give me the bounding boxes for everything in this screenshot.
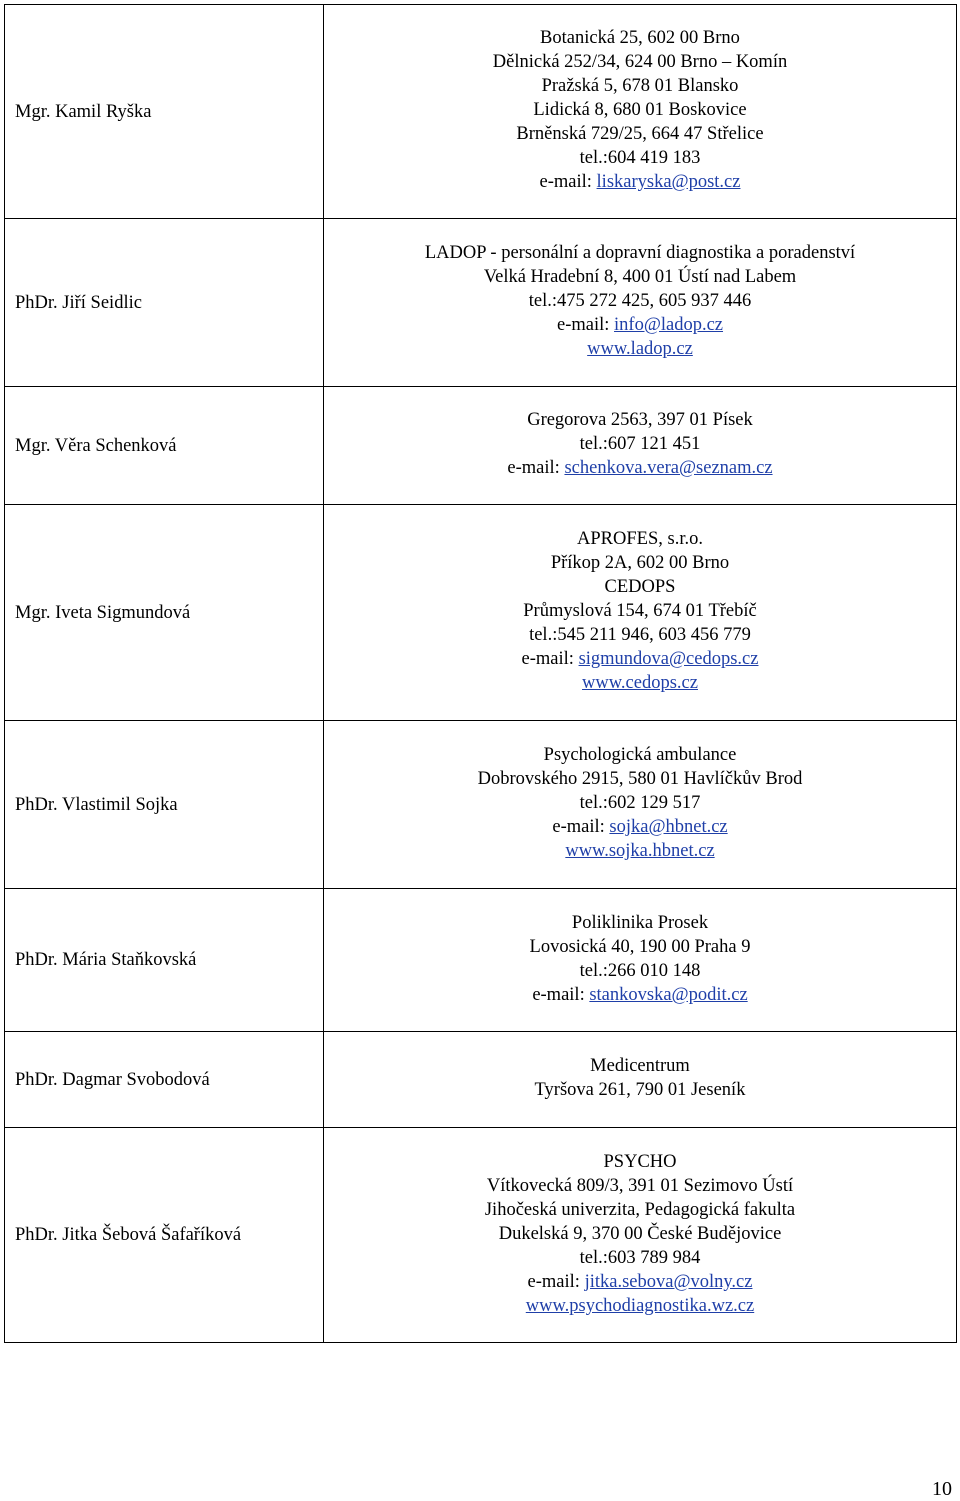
contact-details [324,1032,957,1128]
detail-line: Průmyslová 154, 674 01 Třebíč [523,601,757,621]
contact-row [5,1032,957,1128]
website-link[interactable]: www.psychodiagnostika.wz.cz [525,1296,755,1316]
contact-details [324,721,957,889]
contact-details [324,889,957,1032]
detail-line: Poliklinika Prosek [571,913,709,933]
detail-line: Lovosická 40, 190 00 Praha 9 [529,937,751,957]
email-prefix: e-mail: [532,985,590,1005]
page-number: 10 [932,1478,952,1500]
contact-details [324,387,957,505]
detail-line: Pražská 5, 678 01 Blansko [541,76,739,96]
contact-name: Mgr. Iveta Sigmundová [5,505,324,721]
contact-details [324,1128,957,1343]
email-line [324,170,956,194]
email-link[interactable]: sojka@hbnet.cz [609,817,728,837]
email-line [324,1270,956,1294]
detail-line: tel.:604 419 183 [579,148,701,168]
detail-line: PSYCHO [603,1152,677,1172]
website-line [324,337,956,361]
detail-line: Tyršova 261, 790 01 Jeseník [534,1080,746,1100]
contact-row [5,889,957,1032]
detail-line: Jihočeská univerzita, Pedagogická fakulta [484,1200,796,1220]
email-line [324,313,956,337]
detail-line: tel.:602 129 517 [579,793,701,813]
website-link[interactable]: www.cedops.cz [582,673,698,693]
contact-name: PhDr. Dagmar Svobodová [5,1032,324,1128]
email-line [324,647,956,671]
contact-name: PhDr. Jiří Seidlic [5,219,324,387]
contact-details [324,219,957,387]
contact-name: PhDr. Vlastimil Sojka [5,721,324,889]
detail-line: tel.:603 789 984 [579,1248,701,1268]
email-prefix: e-mail: [556,315,615,335]
contact-name: Mgr. Věra Schenková [5,387,324,505]
email-prefix: e-mail: [552,817,610,837]
email-link[interactable]: jitka.sebova@volny.cz [584,1272,753,1292]
email-link[interactable]: info@ladop.cz [614,315,724,335]
contact-row [5,5,957,219]
detail-line: tel.:475 272 425, 605 937 446 [528,291,752,311]
detail-line: Příkop 2A, 602 00 Brno [550,553,730,573]
detail-line: Psychologická ambulance [543,745,737,765]
email-prefix: e-mail: [527,1272,585,1292]
email-line [324,983,956,1007]
contact-details [324,5,957,219]
contact-row [5,219,957,387]
website-link[interactable]: www.ladop.cz [587,339,693,359]
contacts-table-body [5,5,957,1343]
contact-name: Mgr. Kamil Ryška [5,5,324,219]
website-line [324,1294,956,1318]
contact-name: PhDr. Jitka Šebová Šafaříková [5,1128,324,1343]
detail-line: Velká Hradební 8, 400 01 Ústí nad Labem [483,267,797,287]
detail-line: Gregorova 2563, 397 01 Písek [527,410,753,430]
contact-details [324,505,957,721]
detail-line: LADOP - personální a dopravní diagnostika a poradenství [424,243,856,263]
contact-row [5,505,957,721]
email-line [324,815,956,839]
website-line [324,671,956,695]
email-link[interactable]: schenkova.vera@seznam.cz [564,458,773,478]
email-link[interactable]: sigmundova@cedops.cz [578,649,759,669]
contact-row [5,387,957,505]
email-prefix: e-mail: [539,172,597,192]
website-line [324,839,956,863]
detail-line: Lidická 8, 680 01 Boskovice [533,100,747,120]
website-link[interactable]: www.sojka.hbnet.cz [565,841,715,861]
email-prefix: e-mail: [521,649,579,669]
contact-row [5,721,957,889]
email-prefix: e-mail: [507,458,565,478]
email-line [324,456,956,480]
email-link[interactable]: liskaryska@post.cz [596,172,741,192]
contact-name: PhDr. Mária Staňkovská [5,889,324,1032]
detail-line: Botanická 25, 602 00 Brno [540,28,740,48]
detail-line: CEDOPS [604,577,676,597]
detail-line: tel.:266 010 148 [579,961,701,981]
detail-line: tel.:545 211 946, 603 456 779 [529,625,751,645]
email-link[interactable]: stankovska@podit.cz [589,985,748,1005]
detail-line: APROFES, s.r.o. [577,529,703,549]
contacts-table [4,4,957,1343]
detail-line: Dukelská 9, 370 00 České Budějovice [498,1224,782,1244]
contact-row [5,1128,957,1343]
detail-line: Dělnická 252/34, 624 00 Brno – Komín [492,52,788,72]
detail-line: Dobrovského 2915, 580 01 Havlíčkův Brod [477,769,803,789]
detail-line: Vítkovecká 809/3, 391 01 Sezimovo Ústí [486,1176,794,1196]
detail-line: tel.:607 121 451 [579,434,701,454]
detail-line: Medicentrum [590,1056,690,1076]
detail-line: Brněnská 729/25, 664 47 Střelice [516,124,764,144]
